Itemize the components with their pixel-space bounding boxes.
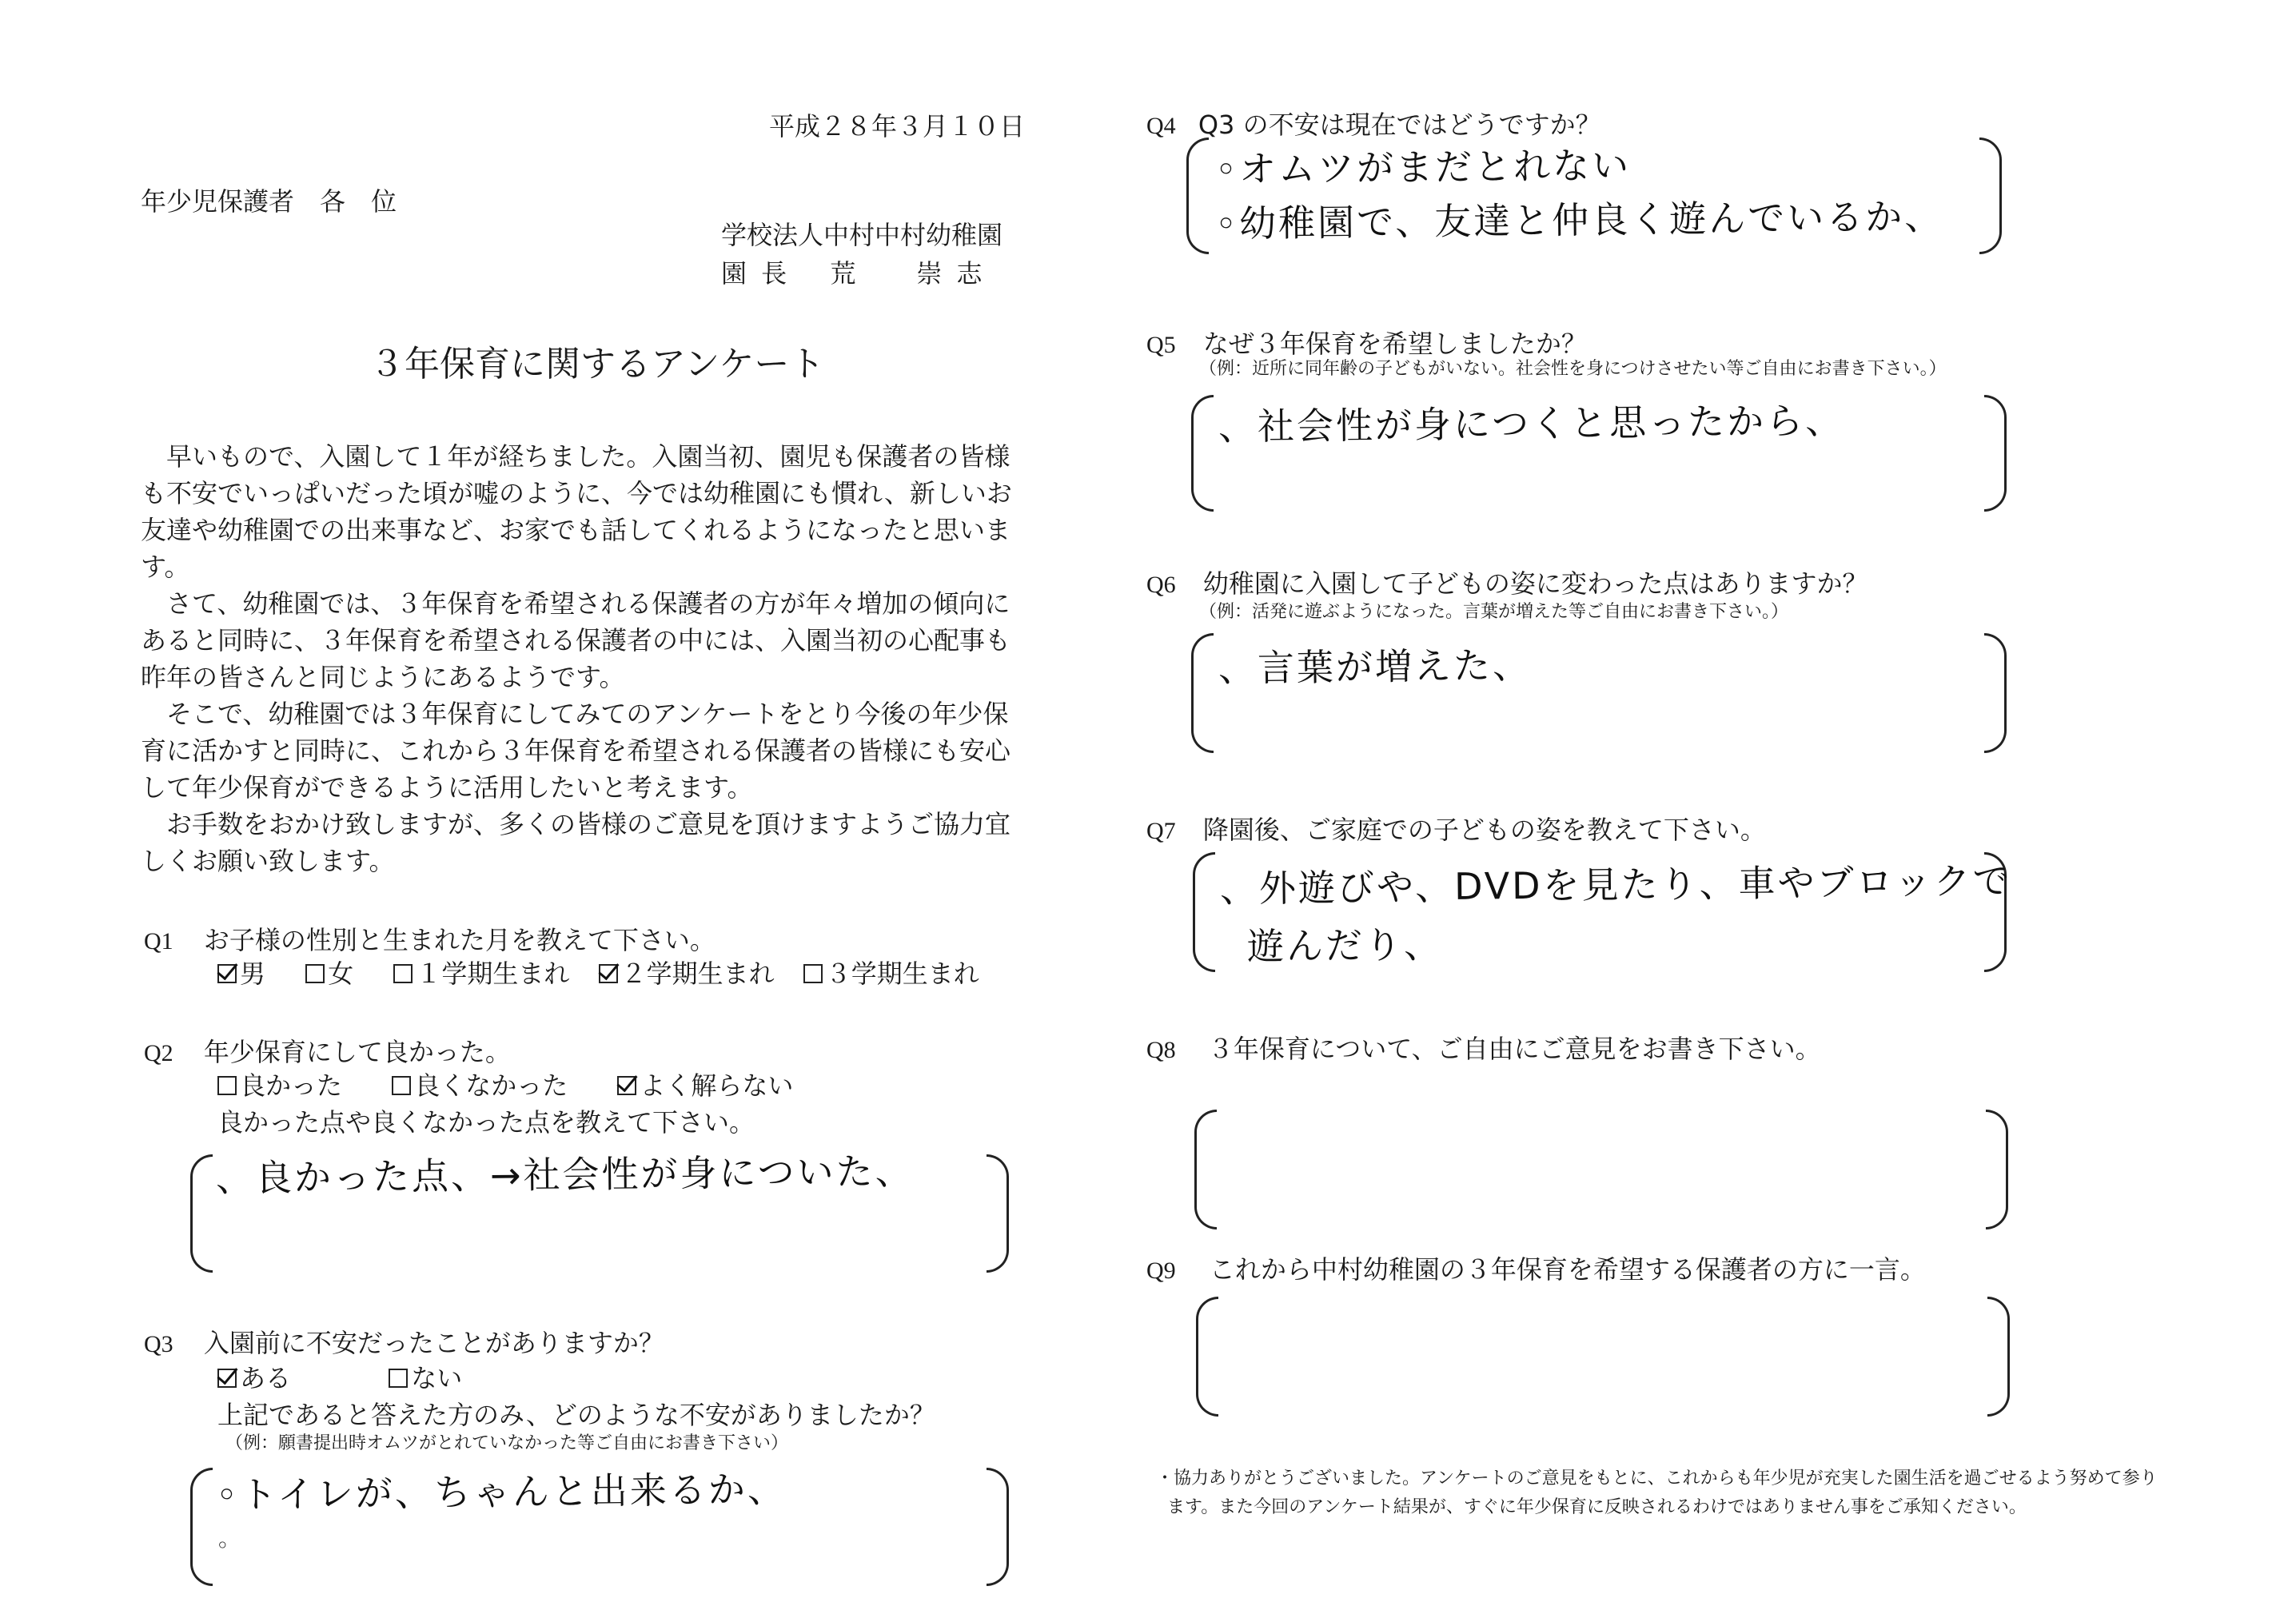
q8-question <box>1146 1033 1821 1066</box>
checkbox[interactable] <box>389 1369 408 1388</box>
q6-text: 幼稚園に入園して子どもの姿に変わった点はありますか？ <box>1202 568 1868 599</box>
school-name: 学校法人中村中村幼稚園 <box>721 220 1003 250</box>
q7-number: Q7 <box>1146 818 1176 844</box>
q7-answer-1[interactable]: 、外遊びや、DVDを見たり、車やブロックで <box>1219 859 2012 911</box>
checkbox[interactable] <box>217 964 237 983</box>
intro <box>141 438 1020 879</box>
q3-option-no[interactable]: ない <box>389 1362 462 1394</box>
q4-number: Q4 <box>1146 113 1176 139</box>
q1-option-term3[interactable]: ３学期生まれ <box>803 958 979 990</box>
q7-question <box>1146 814 1766 847</box>
q1-question <box>144 924 716 958</box>
q8-answer-bracket-left <box>1194 1110 1217 1229</box>
intro-paragraph: お手数をおかけ致しますが、多くの皆様のご意見を頂けますようご協力宜しくお願い致します。 <box>141 809 1011 876</box>
q3-answer-bracket-right <box>987 1468 1009 1586</box>
q5-example: （例：近所に同年齢の子どもがいない。社会性を身につけさせたい等ご自由にお書き下さい。） <box>1199 359 1947 379</box>
q5-answer-bracket-left <box>1191 395 1214 512</box>
q2-subquestion: 良かった点や良くなかった点を教えて下さい。 <box>217 1107 755 1138</box>
intro-paragraph: そこで、幼稚園では３年保育にしてみてのアンケートをとり今後の年少保育に活かすと同時に、これから３年保育を希望される保護者の皆様にも安心して年少保育ができるように活用したいと考えます。 <box>141 699 1011 803</box>
checkbox[interactable] <box>392 1076 411 1095</box>
q3-number: Q3 <box>144 1331 173 1357</box>
q5-question <box>1146 328 1587 361</box>
checkbox[interactable] <box>217 1369 237 1388</box>
q4-answer-bracket-right <box>1979 137 2002 254</box>
q6-answer-bracket-left <box>1191 633 1214 753</box>
q7-text: 降園後、ご家庭での子どもの姿を教えて下さい。 <box>1202 815 1766 845</box>
q6-answer[interactable]: 、言葉が増えた、 <box>1218 643 1533 690</box>
q1-number: Q1 <box>144 928 173 954</box>
q9-question <box>1146 1253 1926 1287</box>
checkbox[interactable] <box>599 964 618 983</box>
page-title: ３年保育に関するアンケート <box>369 344 825 385</box>
q6-question <box>1146 568 1868 601</box>
checkbox[interactable] <box>217 1076 237 1095</box>
q2-question <box>144 1036 511 1070</box>
q5-answer-bracket-right <box>1984 395 2007 512</box>
q1-option-term2[interactable]: ２学期生まれ <box>599 958 775 990</box>
q2-options <box>217 1070 793 1102</box>
q3-answer-1[interactable]: ◦トイレが、ちゃんと出来るか、 <box>215 1467 787 1516</box>
q3-option-yes[interactable]: ある <box>217 1362 291 1394</box>
q1-option-male[interactable]: 男 <box>217 958 265 990</box>
q5-number: Q5 <box>1146 332 1176 358</box>
q3-subquestion: 上記であると答えた方のみ、どのような不安がありましたか？ <box>217 1400 935 1430</box>
q3-answer-bracket-left <box>190 1468 213 1586</box>
q2-answer-bracket-right <box>987 1154 1009 1273</box>
q9-number: Q9 <box>1146 1257 1176 1284</box>
q2-text: 年少保育にして良かった。 <box>203 1037 511 1067</box>
q4-answer-2[interactable]: ◦幼稚園で、友達と仲良く遊んでいるか、 <box>1214 194 1944 245</box>
q8-answer-bracket-right <box>1986 1110 2008 1229</box>
checkbox[interactable] <box>803 964 823 983</box>
q7-answer-bracket-left <box>1193 852 1215 972</box>
q6-example: （例：活発に遊ぶようになった。言葉が増えた等ご自由にお書き下さい。） <box>1199 602 1789 622</box>
q4-answer-1[interactable]: ◦オムツがまだとれない <box>1214 143 1632 191</box>
q1-option-female[interactable]: 女 <box>305 958 353 990</box>
q2-number: Q2 <box>144 1040 173 1066</box>
intro-paragraph: 早いもので、入園して１年が経ちました。入園当初、園児も保護者の皆様も不安でいっぱいだった頃が嘘のように、今では幼稚園にも慣れ、新しいお友達や幼稚園での出来事など、お家でも話してくれるようになったと思います。 <box>141 441 1012 582</box>
q5-text: なぜ３年保育を希望しましたか？ <box>1202 329 1587 359</box>
q2-option-good[interactable]: 良かった <box>217 1070 342 1102</box>
q6-answer-bracket-right <box>1984 633 2007 753</box>
q4-answer-bracket-left <box>1186 137 1209 254</box>
q2-option-not-good[interactable]: 良くなかった <box>392 1070 568 1102</box>
footer-note-line-1: ・協力ありがとうございました。アンケートのご意見をもとに、これからも年少児が充実した園生活を過ごせるよう努めて参り <box>1156 1469 2158 1488</box>
footer-note-line-2: ます。また今回のアンケート結果が、すぐに年少保育に反映されるわけではありません事をご承知ください。 <box>1167 1497 2027 1517</box>
q5-answer[interactable]: 、社会性が身につくと思ったから、 <box>1218 398 1845 448</box>
q7-answer-2[interactable]: 遊んだり、 <box>1246 923 1444 968</box>
q4-text: Q3 の不安は現在ではどうですか？ <box>1198 110 1601 140</box>
principal-name: 園 長 荒 崇 志 <box>721 258 986 289</box>
q1-text: お子様の性別と生まれた月を教えて下さい。 <box>203 925 716 955</box>
q3-text: 入園前に不安だったことがありますか？ <box>203 1328 664 1358</box>
recipient: 年少児保護者 各 位 <box>141 186 397 217</box>
q2-answer[interactable]: 、良かった点、→社会性が身についた、 <box>215 1149 915 1200</box>
q3-answer-2[interactable]: ◦ <box>215 1532 232 1559</box>
q6-number: Q6 <box>1146 572 1176 598</box>
q8-text: ３年保育について、ご自由にご意見をお書き下さい。 <box>1207 1034 1821 1064</box>
q9-answer-bracket-right <box>1987 1297 2010 1417</box>
q3-options <box>217 1362 462 1395</box>
checkbox[interactable] <box>393 964 413 983</box>
q4-question <box>1146 109 1601 142</box>
q2-option-unsure[interactable]: よく解らない <box>617 1070 793 1102</box>
date: 平成２８年３月１０日 <box>769 111 1026 141</box>
q1-options <box>217 958 979 990</box>
q8-number: Q8 <box>1146 1037 1176 1063</box>
checkbox[interactable] <box>617 1076 636 1095</box>
q3-example: （例：願書提出時オムツがとれていなかった等ご自由にお書き下さい） <box>225 1433 789 1453</box>
q3-question <box>144 1327 664 1361</box>
q1-option-term1[interactable]: １学期生まれ <box>393 958 569 990</box>
intro-paragraph: さて、幼稚園では、３年保育を希望される保護者の方が年々増加の傾向にあると同時に、３年保育を希望される保護者の中には、入園当初の心配事も昨年の皆さんと同じようにあるようです。 <box>141 588 1011 692</box>
checkbox[interactable] <box>305 964 325 983</box>
q9-text: これから中村幼稚園の３年保育を希望する保護者の方に一言。 <box>1209 1254 1926 1285</box>
q9-answer-bracket-left <box>1196 1297 1218 1417</box>
q2-answer-bracket-left <box>190 1154 213 1273</box>
